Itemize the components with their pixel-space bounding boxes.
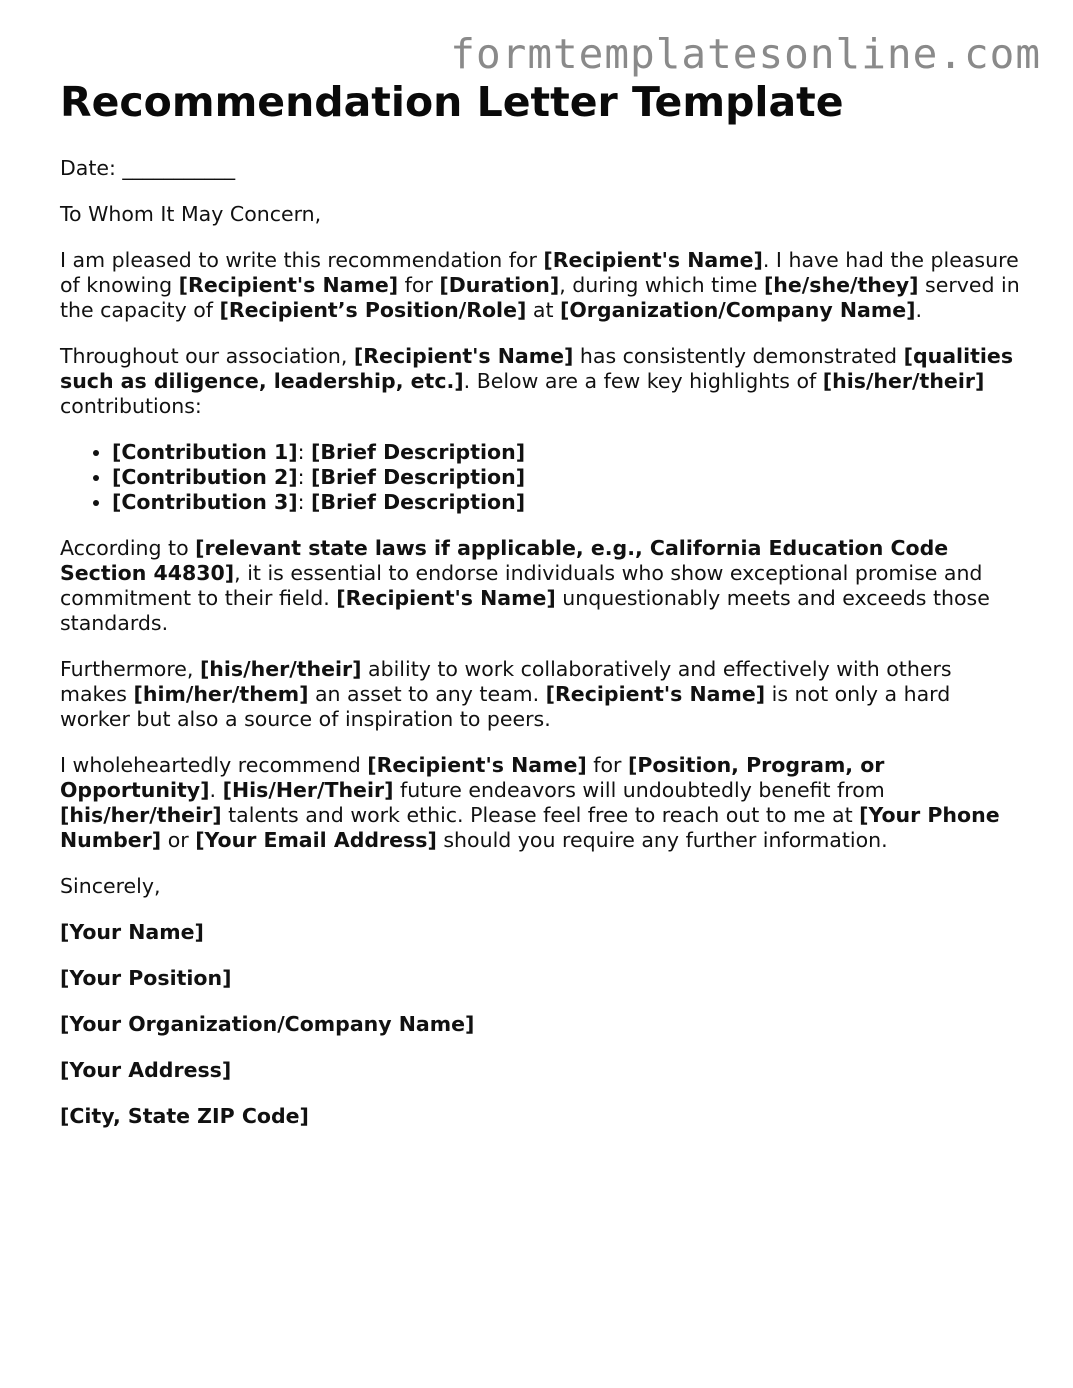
placeholder: [Recipient's Name]	[353, 344, 574, 368]
text: for	[586, 753, 628, 777]
placeholder: [his/her/their]	[822, 369, 985, 393]
text: future endeavors will undoubtedly benefit from	[393, 778, 885, 802]
placeholder: [His/Her/Their]	[222, 778, 394, 802]
placeholder: [Recipient's Name]	[543, 248, 763, 272]
text: served in the capacity of	[60, 273, 1020, 322]
paragraph-laws	[60, 536, 1020, 636]
placeholder: [Duration]	[439, 273, 560, 297]
text: I am pleased to write this recommendation for	[60, 248, 544, 272]
text: :	[297, 465, 312, 489]
text: should you require any further information.	[436, 828, 888, 852]
placeholder: [Position, Program, or Opportunity]	[60, 753, 885, 802]
text: According to	[60, 536, 196, 560]
placeholder: [Recipient's Name]	[178, 273, 399, 297]
placeholder: [qualities such as diligence, leadership, etc.]	[60, 344, 1014, 393]
placeholder: [Recipient’s Position/Role]	[219, 298, 527, 322]
placeholder: [relevant state laws if applicable, e.g., California Education Code Section 44830]	[60, 536, 949, 585]
text: . Below are a few key highlights of	[463, 369, 823, 393]
list-item	[112, 440, 1020, 465]
signature-city-state-zip: [City, State ZIP Code]	[60, 1104, 309, 1128]
signature-name: [Your Name]	[60, 920, 204, 944]
text: .	[915, 298, 923, 322]
page-title: Recommendation Letter Template	[60, 78, 844, 126]
placeholder: [Your Phone Number]	[60, 803, 1000, 852]
signature-position: [Your Position]	[60, 966, 232, 990]
text: ability to work collaboratively and effectively with others makes	[60, 657, 952, 706]
date-label: Date:	[60, 156, 123, 180]
text: Throughout our association,	[60, 344, 354, 368]
list-item	[112, 465, 1020, 490]
text: contributions:	[60, 394, 202, 418]
text: for	[398, 273, 440, 297]
text: I wholeheartedly recommend	[60, 753, 368, 777]
paragraph-recommendation	[60, 753, 1020, 853]
signature-address: [Your Address]	[60, 1058, 232, 1082]
list-item	[112, 490, 1020, 515]
contribution-name: [Contribution 3]	[112, 490, 298, 514]
contribution-name: [Contribution 2]	[112, 465, 298, 489]
placeholder: [Recipient's Name]	[545, 682, 766, 706]
salutation: To Whom It May Concern,	[60, 202, 322, 226]
placeholder: [Your Email Address]	[195, 828, 437, 852]
text: . I have had the pleasure of knowing	[60, 248, 1019, 297]
contribution-description: [Brief Description]	[311, 465, 526, 489]
contribution-description: [Brief Description]	[311, 440, 526, 464]
text: an asset to any team.	[308, 682, 546, 706]
text: , it is essential to endorse individuals who show exceptional promise and commitment to their field.	[60, 561, 983, 610]
text: unquestionably meets and exceeds those standards.	[60, 586, 990, 635]
paragraph-teamwork	[60, 657, 1020, 732]
placeholder: [his/her/their]	[60, 803, 222, 827]
signature-organization: [Your Organization/Company Name]	[60, 1012, 475, 1036]
placeholder: [Organization/Company Name]	[560, 298, 916, 322]
date-blank: ___________	[122, 156, 236, 180]
text: is not only a hard worker but also a source of inspiration to peers.	[60, 682, 951, 731]
contribution-name: [Contribution 1]	[112, 440, 298, 464]
text: :	[297, 490, 312, 514]
watermark: formtemplatesonline.com	[450, 30, 1041, 78]
text: talents and work ethic. Please feel free to reach out to me at	[221, 803, 860, 827]
contribution-description: [Brief Description]	[311, 490, 526, 514]
paragraph-intro	[60, 248, 1020, 323]
paragraph-qualities	[60, 344, 1020, 419]
text: , during which time	[559, 273, 764, 297]
placeholder: [he/she/they]	[763, 273, 919, 297]
closing: Sincerely,	[60, 874, 161, 898]
placeholder: [him/her/them]	[133, 682, 309, 706]
contributions-list	[60, 440, 1020, 515]
text: .	[209, 778, 223, 802]
letter-page	[60, 78, 1020, 1129]
text: or	[161, 828, 196, 852]
text: at	[526, 298, 560, 322]
text: Furthermore,	[60, 657, 200, 681]
placeholder: [Recipient's Name]	[336, 586, 556, 610]
placeholder: [his/her/their]	[199, 657, 362, 681]
text: has consistently demonstrated	[573, 344, 904, 368]
date-line	[60, 156, 1020, 181]
text: :	[297, 440, 312, 464]
placeholder: [Recipient's Name]	[367, 753, 587, 777]
